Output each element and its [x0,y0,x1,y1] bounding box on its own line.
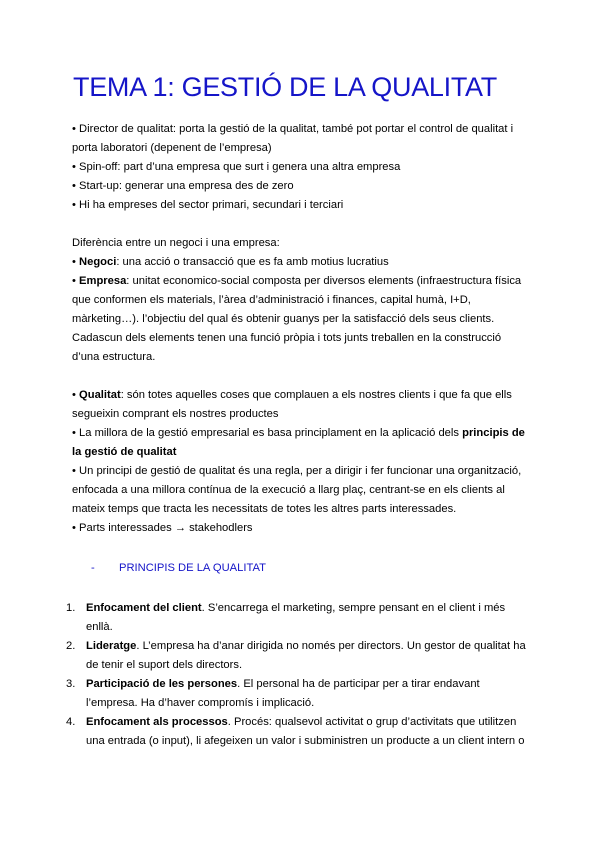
principle-text: . Procés: qualsevol activitat o grup d’activitats que utilitzen [227,716,517,728]
bullet-principi [72,462,542,481]
spacer [72,215,542,234]
bullet-mark: • [72,389,76,401]
list-item [66,637,536,675]
list-item-line: de tenir el suport dels directors. [86,659,243,671]
definition-qualitat [72,386,542,405]
definition-text: : unitat economico-social composta per diversos elements (infraestructura física [126,275,522,287]
page-title: TEMA 1: GESTIÓ DE LA QUALITAT [73,72,497,102]
bullet-text: Parts interessades → stakehodlers [79,522,253,534]
list-item [66,675,536,713]
list-item [66,713,536,751]
section-heading [91,562,266,574]
principles-list [66,599,536,751]
bullet-mark: • [72,123,76,135]
section-dash: - [91,562,95,574]
principle-title: Lideratge [86,640,137,652]
section-label: PRINCIPIS DE LA QUALITAT [119,562,266,574]
bullet-mark: • [72,465,76,477]
document-body [72,120,542,538]
bullet-mark: • [72,161,76,173]
term-negoci: Negoci [79,256,117,268]
list-item-line [86,599,536,618]
bullet-mark: • [72,522,76,534]
list-number: 1. [66,602,76,614]
definition-empresa [72,272,542,291]
list-item-line [86,713,536,732]
list-item-line [86,637,536,656]
bullet-text: Un principi de gestió de qualitat és una regla, per a dirigir i fer funcionar una organització, [79,465,522,477]
bullet-mark: • [72,180,76,192]
list-item-line: l’empresa. Ha d’haver compromís i implicació. [86,697,315,709]
bullet-mark: • [72,199,76,211]
list-number: 4. [66,716,76,728]
principle-text: . L’empresa ha d’anar dirigida no només per directors. Un gestor de qualitat ha [136,640,526,652]
bullet-startup [72,177,542,196]
bullet-mark: • [72,427,76,439]
empresa-line: que conformen els materials, l’àrea d’administració i finances, capital humà, I+D, [72,294,471,306]
bullet-text: Hi ha empreses del sector primari, secundari i terciari [79,199,344,211]
principle-text: . El personal ha de participar per a tirar endavant [237,678,480,690]
bullet-mark: • [72,256,76,268]
term-empresa: Empresa [79,275,127,287]
bullet-director [72,120,542,139]
principle-title: Participació de les persones [86,678,238,690]
empresa-line: Cadascun dels elements tenen una funció pròpia i tots junts treballen en la construcció [72,332,502,344]
definition-text: : una acció o transacció que es fa amb motius lucratius [116,256,389,268]
list-item [66,599,536,637]
principle-text: . S’encarrega el marketing, sempre pensant en el client i més [201,602,506,614]
bullet-mark: • [72,275,76,287]
spacer [72,367,542,386]
bullet-text: Director de qualitat: porta la gestió de la qualitat, també pot portar el control de qualitat i [79,123,514,135]
bullet-sectors [72,196,542,215]
bullet-text: La millora de la gestió empresarial es basa principlament en la aplicació dels [79,427,463,439]
principi-cont: mateix temps que tracta les necessitats de totes les altres parts interessades. [72,503,457,515]
definition-text: : són totes aquelles coses que complauen a els nostres clients i que fa que ells [120,389,512,401]
list-item-line: enllà. [86,621,113,633]
bullet-parts [72,519,542,538]
list-number: 2. [66,640,76,652]
definition-negoci [72,253,542,272]
bullet-millora [72,424,542,443]
list-item-line [86,675,536,694]
list-number: 3. [66,678,76,690]
bullet-spinoff [72,158,542,177]
principi-cont: enfocada a una millora contínua de la execució a llarg plaç, centrant-se en els clients al [72,484,505,496]
empresa-line: d’una estructura. [72,351,156,363]
bullet-text: Start-up: generar una empresa des de zero [79,180,294,192]
term-qualitat: Qualitat [79,389,121,401]
bullet-director-cont: porta laboratori (depenent de l’empresa) [72,142,272,154]
empresa-line: màrketing…). l’objectiu del qual és obtenir guanys per la satisfacció dels seus clients. [72,313,495,325]
principle-title: Enfocament als processos [86,716,228,728]
emphasis-text: principis de [462,427,525,439]
principle-title: Enfocament del client [86,602,202,614]
bullet-text: Spin-off: part d’una empresa que surt i genera una altra empresa [79,161,401,173]
emphasis-text: la gestió de qualitat [72,446,177,458]
millora-cont [72,443,542,462]
qualitat-cont: segueixin comprant els nostres productes [72,408,279,420]
difference-heading: Diferència entre un negoci i una empresa: [72,237,280,249]
list-item-line: una entrada (o input), li afegeixen un valor i subministren un producte a un client intern o [86,735,525,747]
